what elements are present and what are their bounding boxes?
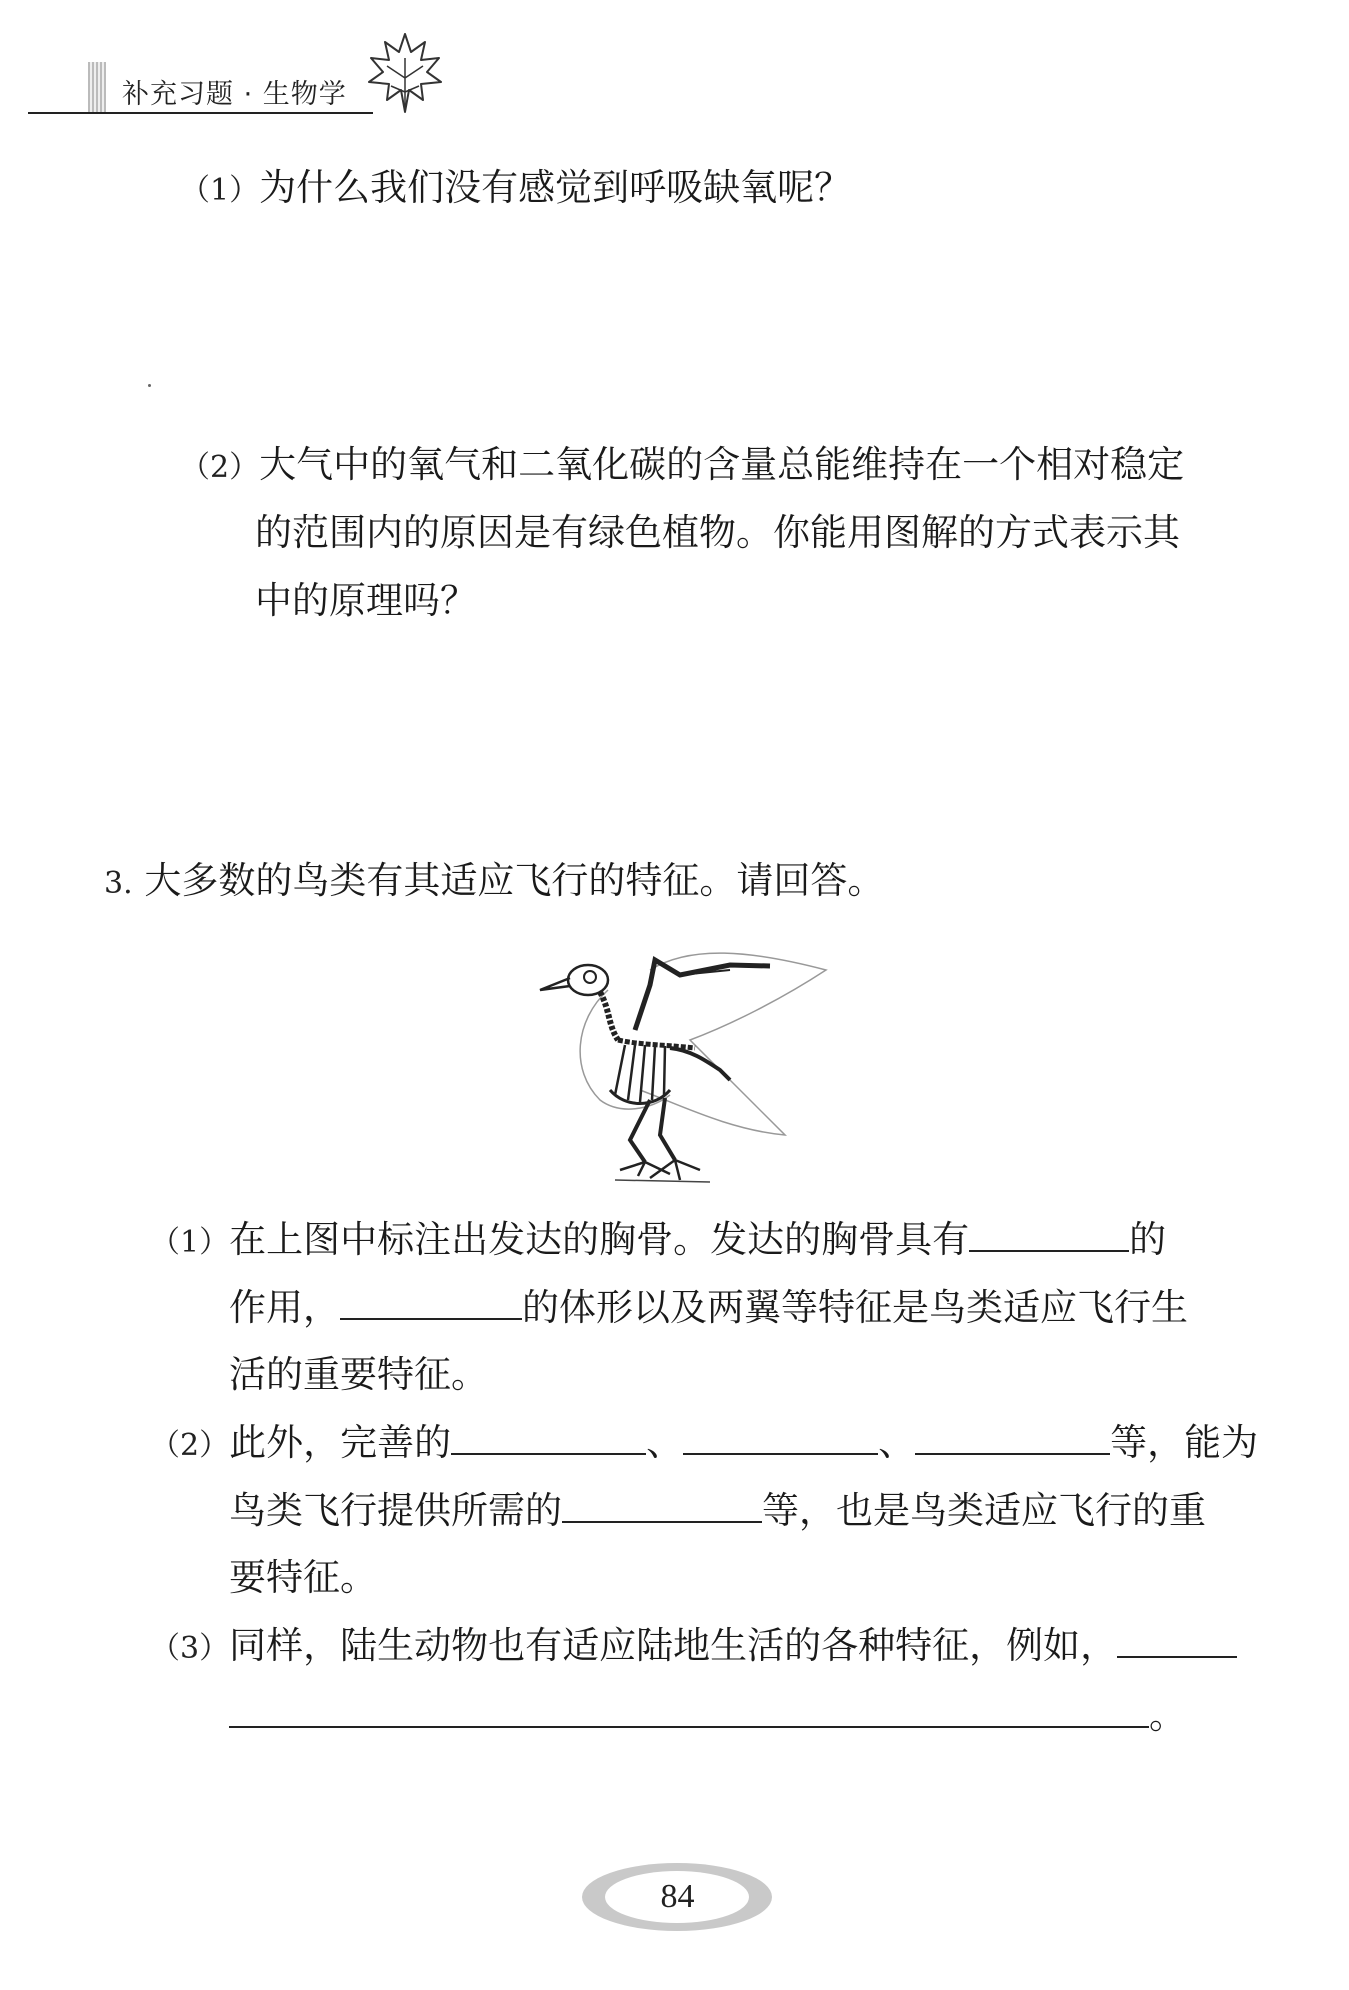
question-3-1-text-b: 的 (1129, 1218, 1167, 1261)
header-title: 补充习题 · 生物学 (122, 79, 347, 110)
answer-blank[interactable] (340, 1288, 522, 1320)
maple-leaf-icon (365, 28, 445, 120)
answer-blank[interactable] (969, 1220, 1129, 1252)
question-3-1-line2-a: 作用， (229, 1286, 340, 1329)
question-3-2-sep1: 、 (646, 1421, 684, 1464)
question-3-3-line2 (229, 1694, 1186, 1738)
header-shade (88, 62, 106, 112)
page-number: 84 (660, 1878, 695, 1915)
question-3-2-line1 (150, 1421, 1258, 1465)
question-3-2-text-a: 此外，完善的 (229, 1421, 452, 1464)
question-3-1-label: （1） (150, 1225, 230, 1260)
question-3 (104, 859, 884, 903)
question-3-3-line1 (150, 1624, 1237, 1668)
question-3-3-label: （3） (150, 1631, 230, 1666)
answer-blank-long[interactable] (229, 1696, 1149, 1728)
question-3-1-text-a: 在上图中标注出发达的胸骨。发达的胸骨具有 (229, 1218, 970, 1261)
question-2-2-label: （2） (180, 450, 260, 485)
question-2-1-text: 为什么我们没有感觉到呼吸缺氧呢？ (259, 166, 852, 209)
question-3-2-sep2: 、 (878, 1421, 916, 1464)
header-rule (28, 112, 373, 114)
stray-dot (148, 384, 151, 387)
question-2-2-line2: 的范围内的原因是有绿色植物。你能用图解的方式表示其 (255, 511, 1180, 554)
question-3-1-line1 (150, 1218, 1166, 1262)
question-3-1-line3: 活的重要特征。 (229, 1353, 488, 1396)
answer-blank[interactable] (562, 1491, 762, 1523)
question-2-2-line3: 中的原理吗？ (255, 579, 477, 622)
bird-skeleton-illustration (530, 930, 830, 1190)
answer-blank[interactable] (915, 1423, 1110, 1455)
question-3-2-label: （2） (150, 1428, 230, 1463)
question-3-1-line2 (229, 1286, 1188, 1330)
page-number-badge (580, 1860, 775, 1934)
question-3-2-line2-b: 等，也是鸟类适应飞行的重 (762, 1489, 1206, 1532)
answer-blank[interactable] (683, 1423, 878, 1455)
question-3-2-text-b: 等，能为 (1110, 1421, 1259, 1464)
question-3-3-end: 。 (1149, 1694, 1186, 1737)
question-3-2-line2-a: 鸟类飞行提供所需的 (229, 1489, 562, 1532)
question-3-3-text: 同样，陆生动物也有适应陆地生活的各种特征，例如， (229, 1624, 1118, 1667)
question-2-1-label: （1） (180, 173, 260, 208)
answer-blank[interactable] (451, 1423, 646, 1455)
question-3-text: 大多数的鸟类有其适应飞行的特征。请回答。 (144, 859, 885, 902)
question-3-1-line2-b: 的体形以及两翼等特征是鸟类适应飞行生 (522, 1286, 1188, 1329)
question-3-2-line2 (229, 1489, 1206, 1533)
answer-blank[interactable] (1117, 1626, 1237, 1658)
question-2-1 (180, 166, 851, 210)
question-2-2 (180, 443, 1184, 487)
question-3-2-line3: 要特征。 (229, 1556, 377, 1599)
question-2-2-line1: 大气中的氧气和二氧化碳的含量总能维持在一个相对稳定 (259, 443, 1185, 486)
question-3-number: 3. (104, 866, 133, 901)
